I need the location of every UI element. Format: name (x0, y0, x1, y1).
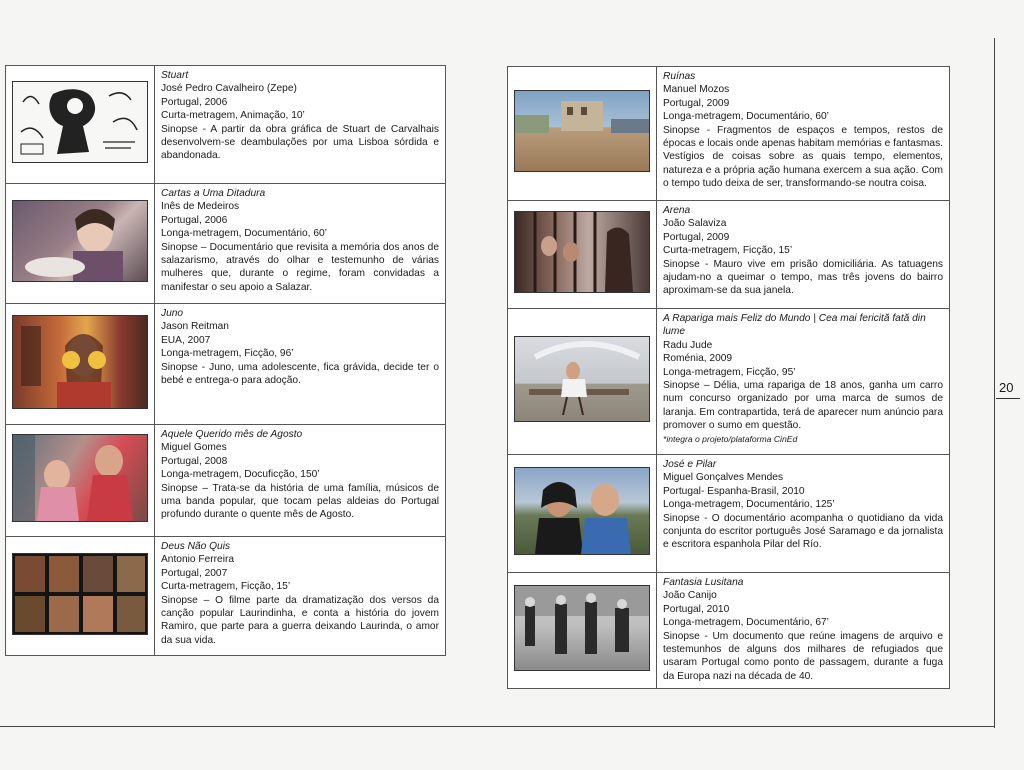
film-still-icon (12, 200, 148, 282)
film-title: José e Pilar (663, 459, 717, 470)
film-still-icon (12, 553, 148, 635)
film-still-icon (514, 467, 650, 555)
film-synopsis: Sinopse - A partir da obra gráfica de Stuart de Carvalhais desenvolvem-se deambulações por uma Lisboa sórdida e abandonada. (161, 123, 439, 162)
film-title: A Rapariga mais Feliz do Mundo | Cea mai fericită fată din lume (663, 313, 926, 338)
film-country-year: Portugal, 2009 (663, 97, 730, 109)
film-country-year: Portugal, 2007 (161, 567, 228, 579)
film-synopsis: Sinopse - Juno, uma adolescente, fica grávida, decide ter o bebé e entrega-o para adoção. (161, 361, 439, 387)
film-row-cartas (6, 184, 446, 304)
film-synopsis: Sinopse – O filme parte da dramatização dos versos da canção popular Laurindinha, e conta a história do jovem Ramiro, que parte para a guerra deixando Laurinda, o amor da sua vida. (161, 594, 439, 646)
film-country-year: Portugal, 2010 (663, 603, 730, 615)
film-still-icon (12, 315, 148, 409)
film-director: João Canijo (663, 590, 717, 602)
film-synopsis: Sinopse – Documentário que revisita a memória dos anos de salazarismo, através do olhar e testemunho de várias mulheres que, durante o regime, foram convidadas a manifestar o seu apoio a Salazar. (161, 241, 439, 293)
film-image-cell (508, 201, 657, 309)
film-title: Cartas a Uma Ditadura (161, 188, 266, 199)
film-info-cell (657, 201, 950, 309)
film-table-right (507, 66, 950, 689)
film-title: Deus Não Quis (161, 541, 231, 552)
film-info-cell (657, 309, 950, 455)
film-country-year: Portugal, 2006 (161, 214, 228, 226)
film-format: Longa-metragem, Documentário, 60’ (663, 111, 829, 123)
film-format: Longa-metragem, Documentário, 67’ (663, 617, 829, 629)
film-country-year: Portugal, 2006 (161, 96, 228, 108)
film-format: Longa-metragem, Documentário, 60’ (161, 228, 327, 240)
film-director: Antonio Ferreira (161, 554, 235, 566)
film-country-year: EUA, 2007 (161, 334, 211, 346)
film-row-arena (508, 201, 950, 309)
film-director: Radu Jude (663, 339, 713, 351)
film-synopsis: Sinopse – Trata-se da história de uma família, músicos de uma banda popular, que tocam pelas aldeias do Portugal profundo durante o quente mês de Agosto. (161, 482, 439, 521)
film-title: Juno (161, 308, 184, 319)
film-row-fantasia (508, 573, 950, 689)
film-synopsis: Sinopse - Um documento que reúne imagens de arquivo e testemunhos de alguns dos milhares de refugiados que usaram Portugal como ponto de passagem, durante a fuga da Europa nazi na década de 40. (663, 630, 943, 682)
film-title: Arena (663, 205, 691, 216)
film-director: Manuel Mozos (663, 84, 730, 96)
film-title: Ruínas (663, 71, 696, 82)
film-table-left (5, 65, 446, 656)
film-format: Longa-metragem, Ficção, 95’ (663, 366, 796, 378)
film-format: Longa-metragem, Docuficção, 150’ (161, 469, 320, 481)
film-row-rapariga (508, 309, 950, 455)
film-info-cell (155, 537, 446, 656)
film-info-cell (155, 184, 446, 304)
film-image-cell (508, 67, 657, 201)
film-synopsis: Sinopse - Fragmentos de espaços e tempos, restos de épocas e locais onde apenas habitam memórias e fantasmas. Vestígios de coisas sobre as quais tempo, elementos, natureza e a própria ação humana exercem a sua ação. Com o tempo tudo deixa de ser, transformando-se noutra coisa. (663, 124, 943, 190)
film-synopsis: Sinopse - O documentário acompanha o quotidiano da vida conjunta do escritor português José Saramago e da jornalista e escritora espanhola Pilar del Río. (663, 512, 943, 551)
film-still-icon (514, 336, 650, 422)
film-country-year: Portugal, 2009 (663, 231, 730, 243)
film-image-cell (6, 184, 155, 304)
film-info-cell (155, 304, 446, 425)
archive-photo-icon (514, 585, 650, 671)
film-director: João Salaviza (663, 218, 727, 230)
film-still-icon (514, 211, 650, 293)
film-country-year: Portugal- Espanha-Brasil, 2010 (663, 485, 805, 497)
film-info-cell (657, 455, 950, 573)
film-title: Aquele Querido mês de Agosto (161, 429, 303, 440)
film-title: Stuart (161, 70, 189, 81)
film-image-cell (508, 573, 657, 689)
film-row-agosto (6, 425, 446, 537)
film-director: Jason Reitman (161, 321, 229, 333)
film-title: Fantasia Lusitana (663, 577, 744, 588)
film-format: Curta-metragem, Ficção, 15’ (663, 245, 793, 257)
film-image-cell (6, 304, 155, 425)
film-row-stuart (6, 66, 446, 184)
film-synopsis: Sinopse - Mauro vive em prisão domiciliária. As tatuagens ajudam-no a queimar o tempo, mas três jovens do bairro aproximam-se da sua janela. (663, 258, 943, 297)
film-director: Miguel Gomes (161, 442, 227, 454)
film-image-cell (508, 455, 657, 573)
film-country-year: Portugal, 2008 (161, 455, 228, 467)
film-synopsis: Sinopse – Délia, uma rapariga de 18 anos, ganha um carro num concurso organizado por uma marca de sumos de laranja. Em contrapartida, terá de aparecer num anúncio para promover o sumo em questão. (663, 380, 943, 432)
film-note: *integra o projeto/plataforma CinEd (663, 433, 798, 444)
film-image-cell (6, 66, 155, 184)
film-still-icon (514, 90, 650, 172)
film-director: José Pedro Cavalheiro (Zepe) (161, 83, 297, 95)
film-format: Longa-metragem, Ficção, 96’ (161, 348, 294, 360)
film-format: Longa-metragem, Documentário, 125’ (663, 499, 835, 511)
film-format: Curta-metragem, Animação, 10’ (161, 110, 305, 122)
page-frame-bottom (0, 726, 995, 727)
film-image-cell (6, 537, 155, 656)
film-director: Inês de Medeiros (161, 201, 240, 213)
film-image-cell (508, 309, 657, 455)
film-info-cell (657, 67, 950, 201)
film-image-cell (6, 425, 155, 537)
film-country-year: Roménia, 2009 (663, 353, 733, 365)
film-row-ruinas (508, 67, 950, 201)
film-info-cell (657, 573, 950, 689)
film-info-cell (155, 66, 446, 184)
page-number: 20 (999, 380, 1014, 395)
film-row-jose-pilar (508, 455, 950, 573)
film-info-cell (155, 425, 446, 537)
animation-still-icon (12, 81, 148, 163)
film-row-juno (6, 304, 446, 425)
film-still-icon (12, 434, 148, 522)
film-format: Curta-metragem, Ficção, 15’ (161, 581, 291, 593)
page-frame-right (994, 38, 995, 728)
film-director: Miguel Gonçalves Mendes (663, 472, 784, 484)
film-row-deus (6, 537, 446, 656)
page-number-rule (996, 398, 1020, 399)
